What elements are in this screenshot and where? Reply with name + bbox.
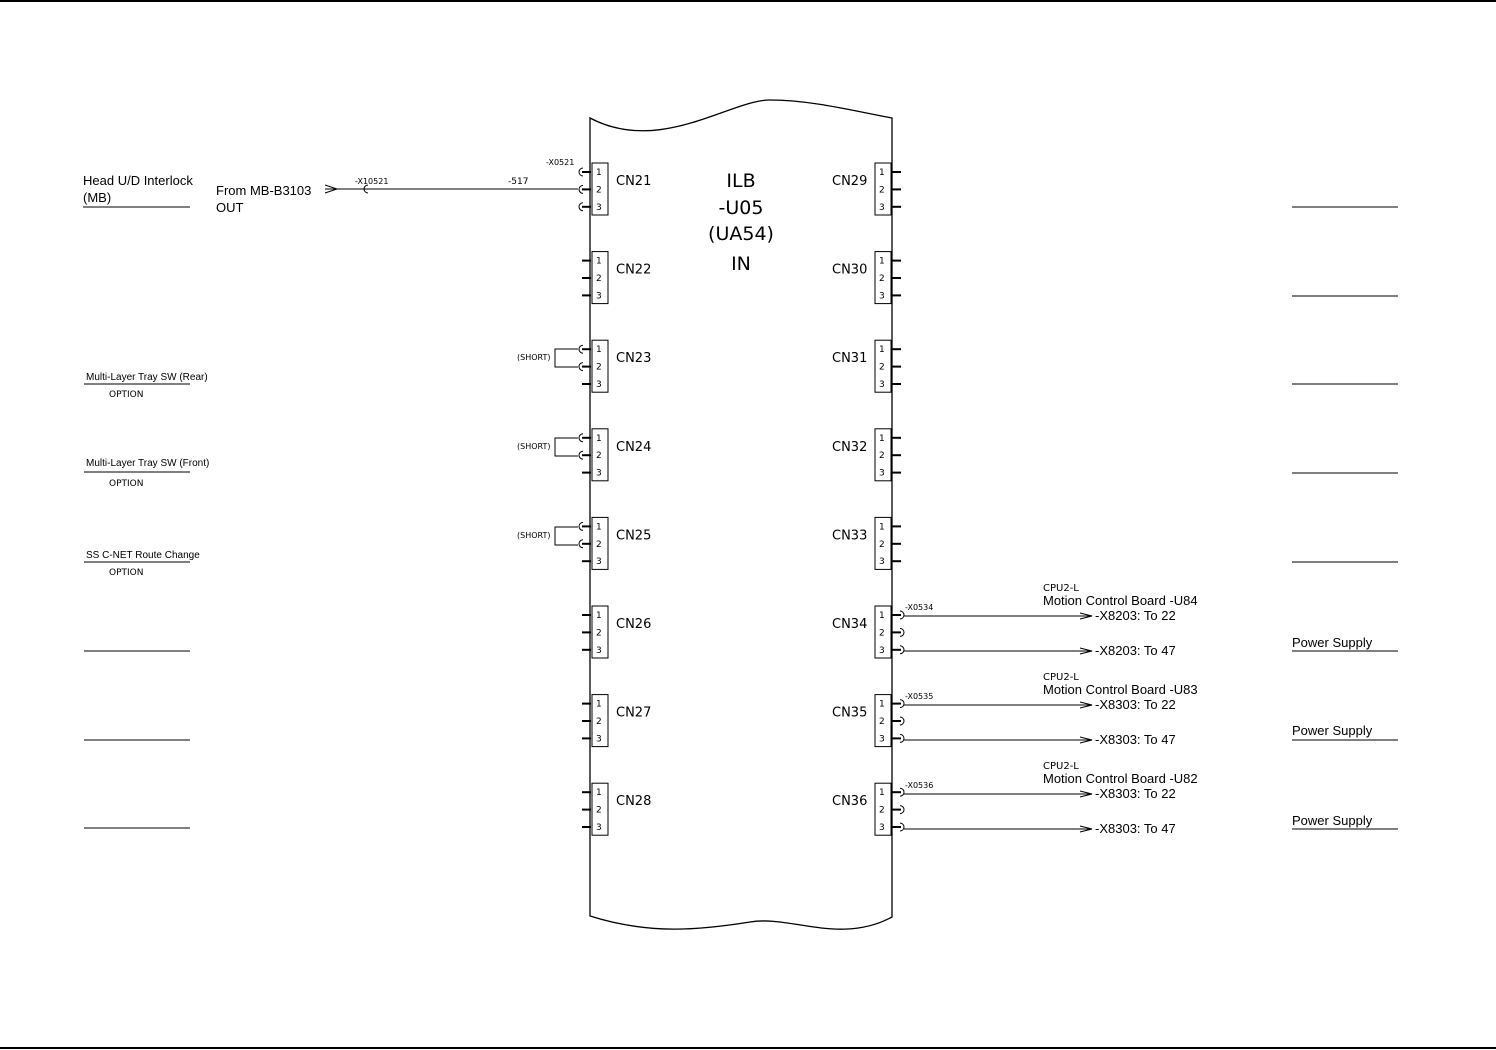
cn23-short-label: (SHORT): [517, 353, 551, 362]
cn25-short: [517, 527, 578, 545]
connector-label: CN21: [616, 174, 652, 189]
board-name-line-2: -U05: [718, 197, 764, 219]
pin-number: 3: [596, 380, 602, 390]
pin-number: 2: [879, 805, 885, 816]
pin-number: 3: [596, 645, 602, 656]
right-blank-lines: [1292, 207, 1398, 562]
pin-number: 2: [596, 185, 602, 196]
right-connector-3: [832, 429, 901, 481]
pin-number: 3: [596, 557, 602, 568]
source-label-line-2: OUT: [216, 200, 244, 215]
pin-number: 1: [879, 256, 885, 267]
short-jumpers: [517, 349, 578, 545]
pin-number: 1: [596, 611, 602, 621]
pin-number: 3: [879, 557, 885, 568]
pin-number: 1: [596, 256, 602, 267]
cn36-harness: -X0536: [905, 781, 934, 790]
left-connector-5: [582, 606, 651, 658]
pin-number: 2: [879, 717, 885, 727]
cn23-short: [517, 349, 578, 367]
pin-number: 1: [596, 345, 602, 356]
right-connector-7: [832, 783, 904, 835]
connector-label: CN29: [832, 174, 868, 189]
pin-number: 1: [879, 611, 885, 621]
pin-number: 1: [596, 433, 602, 444]
cn24-short-label: (SHORT): [517, 442, 551, 451]
right-connector-4: [832, 517, 901, 569]
cn23-short-bracket: [555, 349, 578, 367]
pin-number: 1: [596, 522, 602, 533]
pin-number: 2: [596, 805, 602, 816]
connector-label: CN32: [832, 439, 868, 455]
right-connector-2: [832, 340, 901, 392]
left-connector-6: [582, 695, 651, 747]
pin-number: 3: [879, 468, 885, 479]
right-connector-5: [832, 606, 904, 658]
pin-number: 2: [879, 451, 885, 462]
cn35-wiring: [904, 672, 1398, 747]
cn34-board: Motion Control Board -U84: [1043, 593, 1198, 608]
cn35-supply: Power Supply: [1292, 723, 1373, 738]
pin-number: 1: [879, 788, 885, 799]
pin-number: 3: [596, 202, 602, 213]
board-name-line-4: IN: [731, 253, 751, 275]
connector-label: CN24: [616, 439, 652, 455]
connector-label: CN26: [616, 617, 652, 632]
wire-number-label: -517: [508, 177, 529, 187]
connector-label: CN35: [832, 705, 868, 721]
pin-number: 3: [879, 823, 885, 833]
route-change-label: SS C-NET Route Change: [86, 550, 200, 561]
pin-number: 2: [596, 539, 602, 550]
cn34-pin1-dest: -X8203: To 22: [1095, 608, 1176, 623]
board-name-line-1: ILB: [726, 170, 756, 192]
route-change-option: OPTION: [109, 568, 144, 578]
cn24-short-bracket: [555, 438, 578, 456]
cn34-supply: Power Supply: [1292, 635, 1373, 650]
cn36-pin1-dest: -X8303: To 22: [1095, 786, 1176, 801]
pin-number: 1: [879, 345, 885, 356]
cn34-wiring: [904, 583, 1398, 658]
cn34-pin3-dest: -X8203: To 47: [1095, 643, 1176, 658]
connector-label: CN27: [616, 705, 652, 721]
cn35-pin3-dest: -X8303: To 47: [1095, 732, 1176, 747]
tray-rear-option: OPTION: [109, 390, 144, 400]
cn35-cpu: CPU2-L: [1043, 672, 1079, 683]
cn36-wiring: [904, 761, 1398, 836]
cn36-cpu: CPU2-L: [1043, 761, 1079, 772]
cn21-harness-label: -X0521: [546, 158, 575, 167]
left-connector-1: [582, 252, 651, 304]
cn34-harness: -X0534: [905, 603, 934, 612]
connector-ref-label: -X10521: [355, 177, 389, 186]
right-connector-0: [832, 163, 901, 215]
pin-number: 3: [596, 291, 602, 302]
connector-label: CN22: [616, 262, 652, 278]
connector-label: CN34: [832, 617, 868, 632]
pin-number: 3: [879, 202, 885, 213]
right-connector-6: [832, 695, 904, 747]
pin-number: 2: [879, 274, 885, 284]
pin-number: 1: [596, 788, 602, 799]
connector-label: CN28: [616, 794, 652, 810]
tray-front-label: Multi-Layer Tray SW (Front): [86, 458, 210, 469]
pin-number: 2: [596, 274, 602, 284]
pin-number: 3: [596, 823, 602, 833]
board-name: [708, 170, 774, 275]
pin-number: 3: [879, 380, 885, 390]
connector-label: CN36: [832, 794, 868, 810]
cn34-cpu: CPU2-L: [1043, 583, 1079, 594]
pin-number: 3: [879, 734, 885, 745]
cn25-short-label: (SHORT): [517, 531, 551, 540]
cn25-short-bracket: [555, 527, 578, 545]
board-name-line-3: (UA54): [708, 223, 774, 245]
right-connector-1: [832, 252, 901, 304]
source-label-line-1: From MB-B3103: [216, 183, 312, 198]
pin-number: 2: [596, 451, 602, 462]
cn36-board: Motion Control Board -U82: [1043, 771, 1198, 786]
pin-number: 2: [879, 185, 885, 196]
pin-number: 2: [596, 362, 602, 373]
pin-number: 1: [879, 699, 885, 710]
pin-number: 3: [596, 734, 602, 745]
pin-number: 2: [879, 628, 885, 639]
pin-number: 3: [879, 645, 885, 656]
cn35-harness: -X0535: [905, 692, 934, 701]
left-connector-7: [582, 783, 651, 835]
pin-number: 1: [879, 522, 885, 533]
pin-number: 1: [879, 433, 885, 444]
cn36-pin3-dest: -X8303: To 47: [1095, 821, 1176, 836]
pin-number: 1: [879, 168, 885, 178]
cn35-pin1-dest: -X8303: To 22: [1095, 697, 1176, 712]
pin-number: 1: [596, 699, 602, 710]
pin-number: 3: [596, 468, 602, 479]
pin-number: 3: [879, 291, 885, 302]
tray-front-option: OPTION: [109, 479, 144, 489]
cn36-supply: Power Supply: [1292, 813, 1373, 828]
pin-number: 2: [879, 539, 885, 550]
tray-rear-label: Multi-Layer Tray SW (Rear): [86, 372, 208, 383]
pin-number: 2: [596, 717, 602, 727]
option-labels: [84, 372, 209, 828]
connector-label: CN31: [832, 351, 868, 367]
pin-number: 1: [596, 168, 602, 178]
connector-label: CN30: [832, 262, 868, 278]
connector-label: CN33: [832, 528, 868, 544]
head-interlock-wiring: [83, 158, 578, 215]
cn35-board: Motion Control Board -U83: [1043, 682, 1198, 697]
head-interlock-label-line-2: (MB): [83, 190, 112, 205]
pin-number: 2: [879, 362, 885, 373]
cn24-short: [517, 438, 578, 456]
head-interlock-label-line-1: Head U/D Interlock: [83, 173, 193, 188]
connector-label: CN23: [616, 351, 652, 367]
pin-number: 2: [596, 628, 602, 639]
connector-label: CN25: [616, 528, 652, 544]
